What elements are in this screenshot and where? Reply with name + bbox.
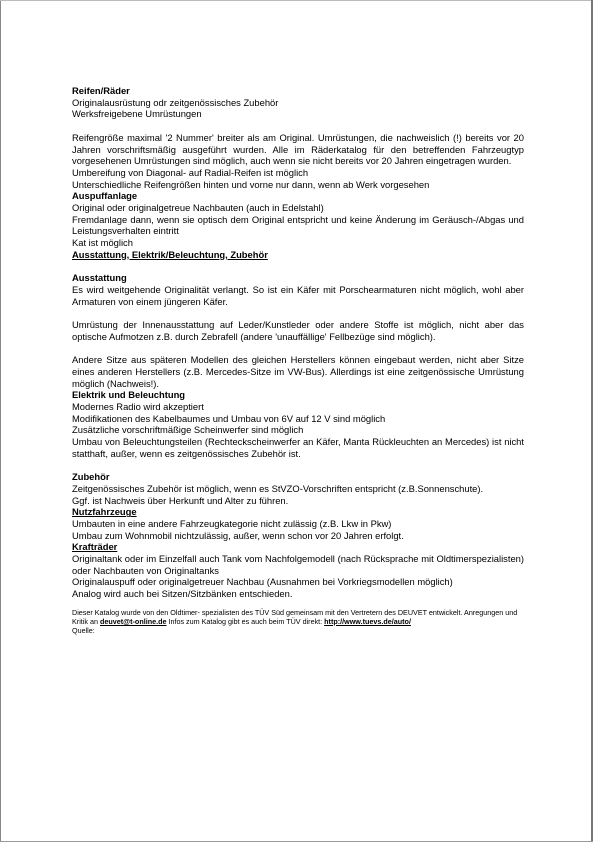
source-label: Quelle: [72, 625, 95, 635]
elektrik-paragraph: Umbau von Beleuchtungsteilen (Rechteckscheinwerfer an Käfer, Manta Rückleuchten an Mercedes) ist nicht statthaft, außer, wenn es zeitgenössisches Zubehör ist. [72, 436, 524, 459]
document-body [72, 85, 524, 635]
reifen-line: Unterschiedliche Reifengrößen hinten und vorne nur dann, wenn ab Werk vorgesehen [72, 178, 430, 190]
spacer [72, 459, 524, 471]
tuev-url-link[interactable]: http://www.tuevs.de/auto/ [324, 616, 411, 626]
nutzfahrzeuge-line: Umbauten in eine andere Fahrzeugkategorie nicht zulässig (z.B. Lkw in Pkw) [72, 517, 392, 529]
footer-text: Infos zum Katalog gibt es auch beim TÜV direkt: [166, 616, 325, 626]
page-top-edge [0, 0, 593, 1]
kraftraeder-line: Originalauspuff oder originalgetreuer Nachbau (Ausnahmen bei Vorkriegsmodellen möglich) [72, 576, 453, 588]
elektrik-heading: Elektrik und Beleuchtung [72, 389, 186, 401]
nutzfahrzeuge-line: Umbau zum Wohnmobil nichtzulässig, außer, wenn schon vor 20 Jahren erfolgt. [72, 529, 404, 541]
footer-text: Dieser Katalog wurde von den Oldtimer- spezialisten des TÜV Süd gemeinsam mit den Vertretern des DEUVET entwickelt. Anregungen und Kritik an [72, 607, 518, 626]
zubehoer-line: Ggf. ist Nachweis über Herkunft und Alter zu führen. [72, 494, 289, 506]
reifen-line: Werksfreigebene Umrüstungen [72, 108, 202, 120]
ausstattung-paragraph: Andere Sitze aus späteren Modellen des gleichen Herstellers können eingebaut werden, nicht aber Sitze eines anderen Herstellers (z.B. Mercedes-Sitze im VW-Bus). Allerdings ist eine zeitgenössische Umrüstung möglich (Nachweis!). [72, 354, 524, 389]
ausstattung-paragraph: Es wird weitgehende Originalität verlangt. So ist ein Käfer mit Porschearmaturen nicht möglich, wohl aber Armaturen von einem jüngeren Käfer. [72, 283, 524, 307]
auspuff-line: Kat ist möglich [72, 237, 133, 249]
zubehoer-heading: Zubehör [72, 471, 110, 483]
reifen-heading: Reifen/Räder [72, 85, 130, 96]
auspuff-line: Original oder originalgetreue Nachbauten (auch in Edelstahl) [72, 202, 324, 214]
elektrik-line: Zusätzliche vorschriftmäßige Scheinwerfer sind möglich [72, 424, 304, 436]
kraftraeder-paragraph: Originaltank oder im Einzelfall auch Tank vom Nachfolgemodell (nach Rücksprache mit Oldtimerspezialisten) oder Nachbauten von Originaltanks [72, 553, 524, 576]
footer-note [72, 608, 524, 635]
zubehoer-line: Zeitgenössisches Zubehör ist möglich, wenn es StVZO-Vorschriften entspricht (z.B.Sonnenschute). [72, 482, 484, 494]
ausstattung-heading: Ausstattung [72, 272, 127, 284]
auspuff-heading: Auspuffanlage [72, 190, 138, 202]
spacer [72, 307, 524, 319]
reifen-paragraph: Reifengröße maximal '2 Nummer' breiter als am Original. Umrüstungen, die nachweislich (!) bereits vor 20 Jahren vorschriftsmäßig ausgeführt wurden. Alle im Räderkatalog für den betreffenden Fahrzeugtyp vorgesehenen Umrüstungen sind möglich, auch wenn sie nicht bereits vor 20 Jahren eingetragen wurden. [72, 131, 524, 167]
spacer [72, 342, 524, 354]
kraftraeder-line: Analog wird auch bei Sitzen/Sitzbänken entschieden. [72, 588, 293, 600]
auspuff-paragraph: Fremdanlage dann, wenn sie optisch dem Original entspricht und keine Änderung im Geräusch-/Abgas und Leistungsverhalten eintritt [72, 213, 524, 237]
spacer [72, 261, 524, 273]
email-link[interactable]: deuvet@t-online.de [99, 616, 167, 626]
kraftraeder-heading: Krafträder [72, 541, 118, 553]
page-left-edge [0, 0, 1, 842]
elektrik-line: Modernes Radio wird akzeptiert [72, 400, 204, 412]
section-title: Ausstattung, Elektrik/Beleuchtung, Zubehör [72, 248, 268, 260]
reifen-line: Originalausrüstung odr zeitgenössisches Zubehör [72, 96, 279, 108]
elektrik-line: Modifikationen des Kabelbaumes und Umbau von 6V auf 12 V sind möglich [72, 412, 386, 424]
nutzfahrzeuge-heading: Nutzfahrzeuge [72, 506, 137, 518]
reifen-line: Umbereifung von Diagonal- auf Radial-Reifen ist möglich [72, 166, 309, 178]
ausstattung-paragraph: Umrüstung der Innenausstattung auf Leder/Kunstleder oder andere Stoffe ist möglich, nicht aber das optische Aufmotzen z.B. durch Zebrafell (andere 'unauffällige' Fellbezüge sind möglich). [72, 319, 524, 342]
spacer [72, 120, 524, 132]
